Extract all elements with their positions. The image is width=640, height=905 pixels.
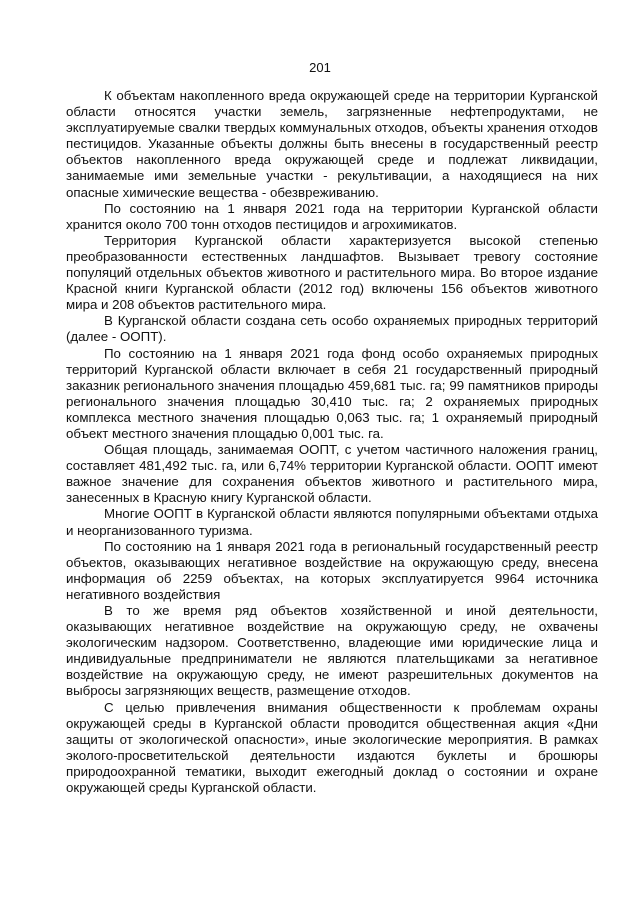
paragraph-pesticide-waste: По состоянию на 1 января 2021 года на территории Курганской области хранится около 700 тонн отходов пестицидов и агрохимикатов. (66, 200, 598, 232)
paragraph-negative-impact-registry: По состоянию на 1 января 2021 года в региональный государственный реестр объектов, оказывающих негативное воздействие на окружающую среду, внесена информация об 2259 объектах, на которых эксплуатируется 9964 источника негативного воздействия (66, 538, 598, 602)
paragraph-protected-areas-network: В Курганской области создана сеть особо охраняемых природных территорий (далее - ООПТ). (66, 313, 598, 345)
paragraph-accumulated-harm: К объектам накопленного вреда окружающей среде на территории Курганской области относятся участки земель, загрязненные нефтепродуктами, не эксплуатируемые свалки твердых коммунальных отходов, объекты хранения отходов пестицидов. Указанные объекты должны быть внесены в государственный реестр объектов накопленного вреда окружающей среде и подлежат ликвидации, занимаемые ими земельные участки - рекультивации, а находящиеся на них опасные химические вещества - обезвреживанию. (66, 88, 598, 200)
page-number: 201 (309, 60, 331, 75)
paragraph-total-area: Общая площадь, занимаемая ООПТ, с учетом частичного наложения границ, составляет 481,492 тыс. га, или 6,74% территории Курганской области. ООПТ имеют важное значение для сохранения объектов животного и растительного мира, занесенных в Красную книгу Курганской области. (66, 442, 598, 506)
paragraph-public-awareness: С целью привлечения внимания общественности к проблемам охраны окружающей среды в Курганской области проводится общественная акция «Дни защиты от экологической опасности», иные экологические мероприятия. В рамках эколого-просветительской деятельности издаются буклеты и брошюры природоохранной тематики, выходит ежегодный доклад о состоянии и охране окружающей среды Курганской области. (66, 699, 598, 796)
document-body (66, 88, 598, 796)
paragraph-landscape-transformation: Территория Курганской области характеризуется высокой степенью преобразованности естественных ландшафтов. Вызывает тревогу состояние популяций отдельных объектов животного и растительного мира. Во второе издание Красной книги Курганской области (2012 год) включены 156 объектов животного мира и 208 объектов растительного мира. (66, 232, 598, 313)
paragraph-tourism: Многие ООПТ в Курганской области являются популярными объектами отдыха и неорганизованного туризма. (66, 506, 598, 538)
paragraph-protected-areas-fund: По состоянию на 1 января 2021 года фонд особо охраняемых природных территорий Курганской области включает в себя 21 государственный природный заказник регионального значения площадью 459,681 тыс. га; 99 памятников природы регионального значения площадью 30,410 тыс. га; 2 охраняемых природных комплекса местного значения площадью 0,063 тыс. га; 1 охраняемый природный объект местного значения площадью 0,001 тыс. га. (66, 345, 598, 441)
paragraph-environmental-supervision: В то же время ряд объектов хозяйственной и иной деятельности, оказывающих негативное воздействие на окружающую среду, не охвачены экологическим надзором. Соответственно, владеющие ими юридические лица и индивидуальные предприниматели не являются плательщиками за негативное воздействие на окружающую среду, не имеют разрешительных документов на выбросы загрязняющих веществ, размещение отходов. (66, 603, 598, 699)
